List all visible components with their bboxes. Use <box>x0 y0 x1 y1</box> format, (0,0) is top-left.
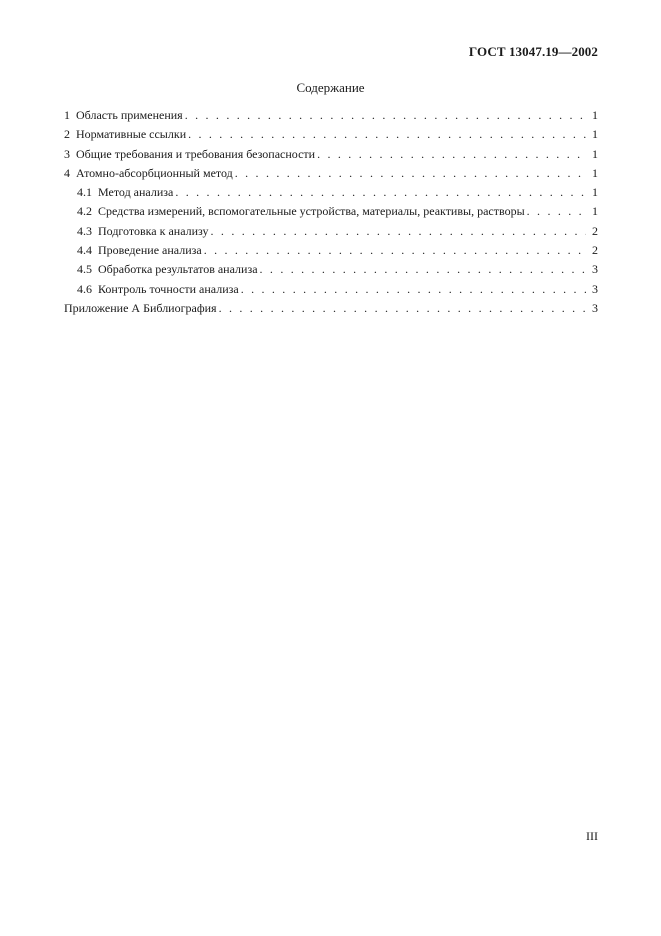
toc-entry-4-6[interactable] <box>64 280 598 299</box>
toc-entry-number: 4.5 <box>77 262 92 277</box>
toc-entry-label: Метод анализа <box>98 185 174 200</box>
toc-entry-label: Подготовка к анализу <box>98 223 209 238</box>
toc-entry-number: 4.4 <box>77 243 92 258</box>
toc-entry-4-3[interactable] <box>64 222 598 241</box>
toc-entry-label: Проведение анализа <box>98 243 202 258</box>
toc-entry-page: 1 <box>592 146 598 161</box>
toc-dot-leader <box>183 106 586 125</box>
toc-dot-leader <box>217 299 586 318</box>
toc-dot-leader <box>209 222 586 241</box>
toc-entry-label: Обработка результатов анализа <box>98 262 258 277</box>
toc-entry-label: Средства измерений, вспомогательные устройства, материалы, реактивы, растворы <box>98 204 525 219</box>
toc-dot-leader <box>258 260 586 279</box>
toc-entry-number: 3 <box>64 146 70 161</box>
toc-entry-page: 1 <box>592 108 598 122</box>
toc-entry-label: Нормативные ссылки <box>76 127 187 142</box>
table-of-contents <box>64 106 598 318</box>
toc-entry-page: 1 <box>592 185 598 200</box>
toc-entry-number: 4.2 <box>77 204 92 219</box>
toc-entry-page: 1 <box>592 204 598 219</box>
toc-entry-number: 4.6 <box>77 281 92 296</box>
toc-entry-label: Атомно-абсорбционный метод <box>76 165 233 180</box>
toc-entry-2[interactable] <box>64 125 598 144</box>
toc-entry-label: Приложение А Библиография <box>64 300 217 315</box>
toc-entry-4-5[interactable] <box>64 260 598 279</box>
toc-entry-page: 3 <box>592 262 598 277</box>
toc-entry-label: Общие требования и требования безопасности <box>76 146 316 161</box>
toc-entry-number: 4 <box>64 165 70 180</box>
toc-entry-number: 2 <box>64 127 70 142</box>
toc-entry-4-1[interactable] <box>64 183 598 202</box>
toc-entry-page: 2 <box>592 223 598 238</box>
toc-entry-page: 3 <box>592 300 598 315</box>
toc-entry-page: 3 <box>592 281 598 296</box>
toc-entry-label: Контроль точности анализа <box>98 281 239 296</box>
toc-entry-page: 1 <box>592 127 598 142</box>
toc-dot-leader <box>315 145 586 164</box>
document-code: ГОСТ 13047.19—2002 <box>468 44 598 59</box>
toc-entry-number: 4.3 <box>77 223 92 238</box>
toc-entry-1[interactable] <box>64 106 598 125</box>
toc-dot-leader <box>202 241 586 260</box>
toc-entry-appendix-a[interactable] <box>64 299 598 318</box>
toc-entry-label: Область применения <box>76 108 183 122</box>
toc-dot-leader <box>239 280 586 299</box>
toc-entry-4-4[interactable] <box>64 241 598 260</box>
toc-entry-4-2[interactable] <box>64 202 598 221</box>
page-number: III <box>586 829 598 843</box>
toc-dot-leader <box>186 125 586 144</box>
toc-dot-leader <box>233 164 586 183</box>
toc-entry-number: 4.1 <box>77 185 92 200</box>
toc-entry-3[interactable] <box>64 145 598 164</box>
toc-dot-leader <box>173 183 586 202</box>
toc-entry-page: 1 <box>592 165 598 180</box>
toc-title: Содержание <box>296 80 365 95</box>
toc-entry-number: 1 <box>64 108 70 122</box>
toc-entry-page: 2 <box>592 243 598 258</box>
toc-entry-4[interactable] <box>64 164 598 183</box>
toc-dot-leader <box>525 202 586 221</box>
